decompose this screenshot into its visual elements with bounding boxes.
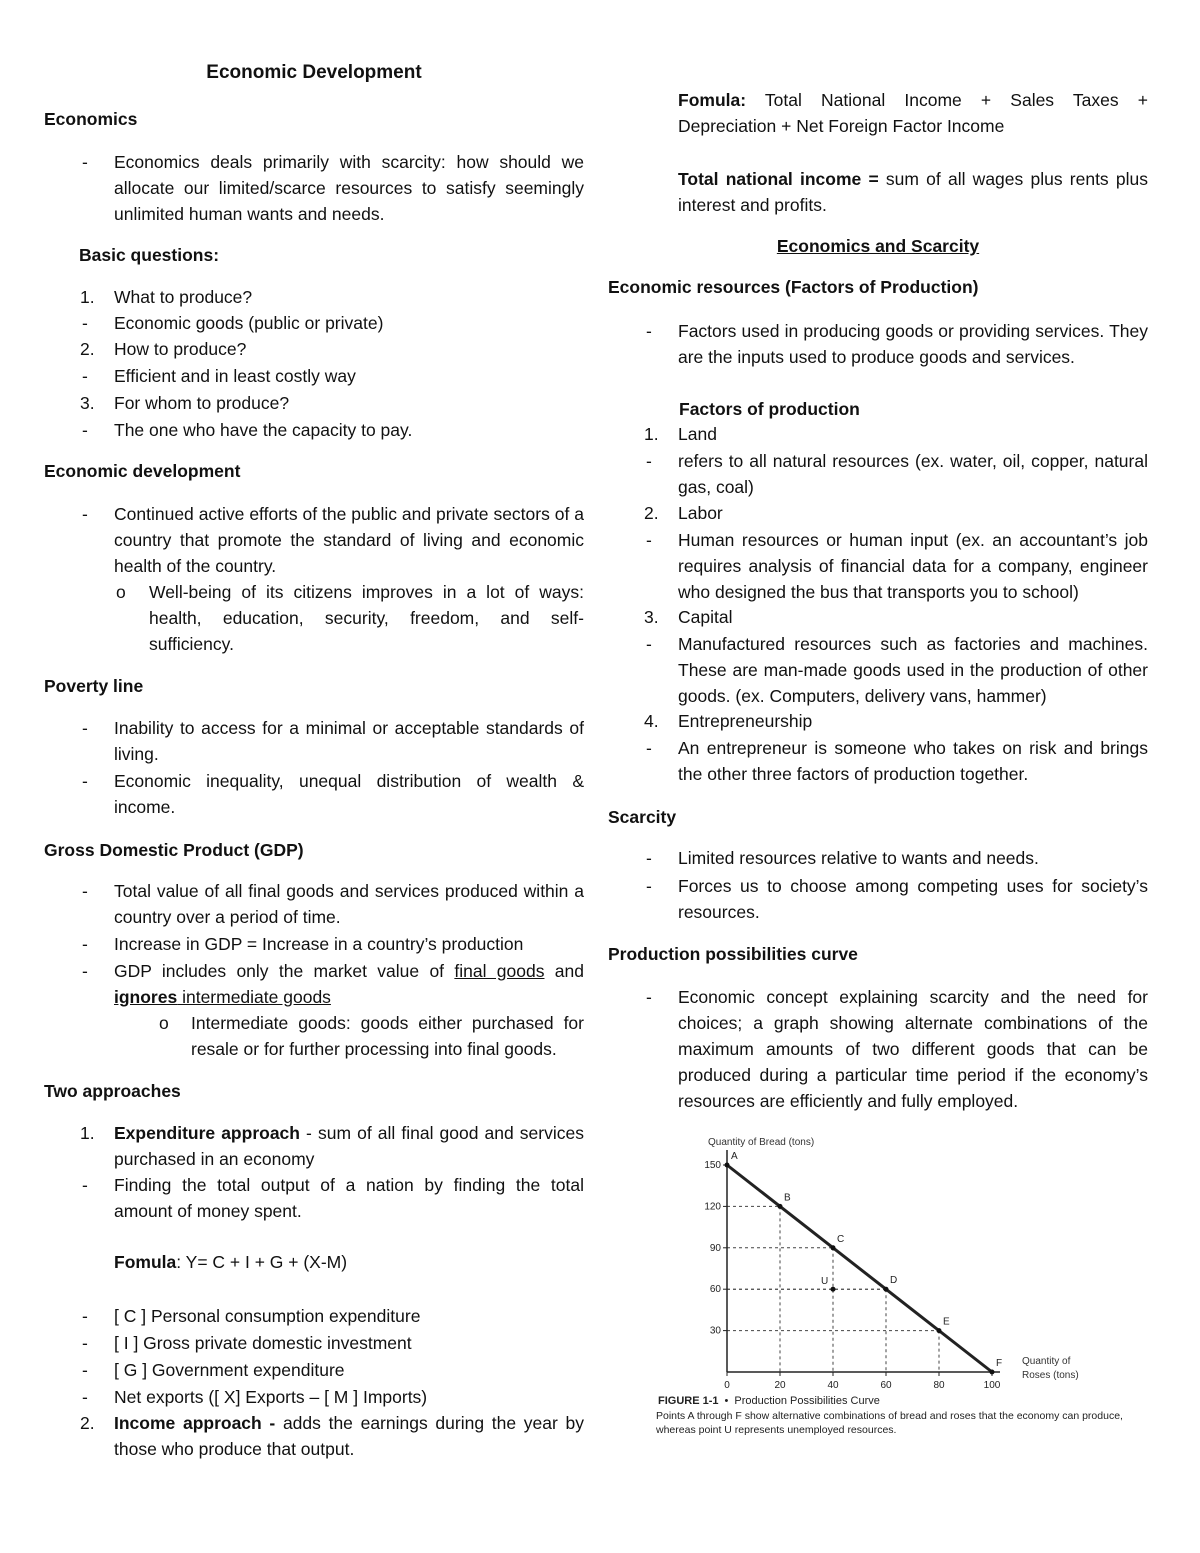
x-tick-label: 0 [724,1380,730,1391]
y-tick-label: 150 [704,1160,721,1171]
heading-economic-development: Economic development [44,461,241,481]
resources-bullet [608,318,1148,370]
dash-marker: - [82,1360,88,1380]
econdev-sub-text: Well-being of its citizens improves in a lot of ways: health, education, security, freedom, and self-sufficiency. [149,582,584,654]
dash-marker: - [646,848,652,868]
heading-factors: Factors of production [679,399,860,419]
gdp-sub-text: Intermediate goods: goods either purchased for resale or for further processing into final goods. [191,1013,584,1059]
gdp-text-3a: GDP includes only the market value of [114,961,455,981]
list-item [44,310,584,336]
intermediate-goods-underlined: intermediate goods [177,987,331,1007]
list-item [44,417,584,443]
x-tick-label: 80 [933,1380,945,1391]
y-tick-label: 60 [709,1284,721,1296]
point-label-u: U [821,1276,829,1288]
point-label-b: B [784,1192,791,1204]
number-marker: 1. [644,424,659,444]
gdp-bullet-3 [44,958,584,1010]
income-approach-desc: adds the earnings during the year by those who produce that output. [114,1413,584,1459]
econdev-bullet-text: Continued active efforts of the public and private sectors of a country that promote the standard of living and economic health of the country. [114,504,584,576]
approach-1-text [114,1120,584,1172]
point-f [990,1370,995,1375]
number-marker: 1. [80,287,95,307]
factor-2-note [608,527,1148,605]
point-label-e: E [943,1316,950,1328]
formula-text: : Y= C + I + G + (X-M) [176,1252,348,1272]
scarcity-text-1: Limited resources relative to wants and needs. [678,848,1039,868]
figure-caption-text: Points A through F show alternative combinations of bread and roses that the economy can produce, whereas point U represents unemployed resources. [656,1410,1123,1436]
point-b [778,1204,783,1209]
expenditure-approach-label: Expenditure approach [114,1123,300,1143]
number-marker: 2. [80,339,95,359]
dash-marker: - [82,1387,88,1407]
caption-bullet: • [724,1395,729,1407]
list-item [44,390,584,416]
number-marker: 2. [644,503,659,523]
circle-marker: o [116,582,126,602]
gdp-bullet-2 [44,931,584,957]
figure-caption-text-wrap [656,1409,1140,1445]
formula-text: Total National Income + Sales Taxes + Depreciation + Net Foreign Factor Income [678,90,1148,136]
factor-2-label: Labor [678,503,723,523]
number-marker: 1. [80,1123,95,1143]
econdev-sub [44,579,584,657]
list-item [44,284,584,310]
approach-2 [44,1410,584,1462]
heading-two-approaches: Two approaches [44,1081,181,1101]
ignores-bold: ignores [114,987,178,1007]
question-3-note: The one who have the capacity to pay. [114,420,413,440]
total-national-income-text [678,166,1148,218]
expenditure-formula [44,1249,584,1275]
approach-1-note-text: Finding the total output of a nation by finding the total amount of money spent. [114,1175,584,1221]
factor-3-note-text: Manufactured resources such as factories and machines. These are man-made goods used in the production of other goods. (ex. Computers, delivery vans, hammer) [678,634,1148,706]
heading-scarcity: Scarcity [608,807,677,827]
factor-1 [608,421,1148,447]
factor-3-note [608,631,1148,709]
y-tick-label: 30 [709,1325,721,1337]
component-g [44,1357,584,1383]
approach-1 [44,1120,584,1172]
heading-economics: Economics [44,109,138,129]
section-title-scarcity-text: Economics and Scarcity [776,236,980,256]
ppc-curve [727,1165,992,1372]
point-label-c: C [837,1233,845,1245]
total-national-income [608,166,1148,218]
dash-marker: - [646,876,652,896]
point-c [831,1245,836,1250]
dash-marker: - [82,366,88,386]
approach-2-text [114,1410,584,1462]
dash-marker: - [82,934,88,954]
expenditure-approach-desc: - sum of all final good and services purchased in an economy [114,1123,584,1169]
chart-ylabel: Quantity of Bread (tons) [708,1137,815,1148]
factor-1-label: Land [678,424,717,444]
y-tick-label: 120 [704,1201,721,1213]
factor-3 [608,604,1148,630]
component-nx-text: Net exports ([ X] Exports – [ M ] Imports) [114,1387,428,1407]
x-tick-label: 100 [983,1380,1001,1391]
question-3: For whom to produce? [114,393,290,413]
number-marker: 4. [644,711,659,731]
factor-2-note-text: Human resources or human input (ex. an accountant’s job requires analysis of financial data for a company, engineer who designed the bus that transports you to school) [678,530,1148,602]
factor-4 [608,708,1148,734]
factor-4-note [608,735,1148,787]
dash-marker: - [82,961,88,981]
resources-bullet-text: Factors used in producing goods or providing services. They are the inputs used to produce goods and services. [678,321,1148,367]
question-2-note: Efficient and in least costly way [114,366,356,386]
national-income-formula [608,87,1148,139]
component-g-text: [ G ] Government expenditure [114,1360,345,1380]
ppc-bullet-text: Economic concept explaining scarcity and the need for choices; a graph showing alternate combinations of the maximum amounts of two different goods that can be produced during a particular time period if the economy’s resources are efficiently and fully employed. [678,987,1148,1111]
circle-marker: o [159,1013,169,1033]
component-c [44,1303,584,1329]
scarcity-bullet-1 [608,845,1148,871]
national-income-formula-text [678,87,1148,139]
dash-marker: - [646,738,652,758]
point-label-d: D [890,1275,898,1287]
dash-marker: - [82,152,88,172]
factor-1-note-text: refers to all natural resources (ex. water, oil, copper, natural gas, coal) [678,451,1148,497]
heading-gdp: Gross Domestic Product (GDP) [44,840,304,860]
point-u [831,1287,836,1292]
x-tick-label: 20 [774,1380,786,1391]
gdp-bullet-1 [44,878,584,930]
question-1-note: Economic goods (public or private) [114,313,384,333]
economics-bullet [44,149,584,227]
poverty-text-1: Inability to access for a minimal or acceptable standards of living. [114,718,584,764]
x-tick-label: 40 [827,1380,839,1391]
point-e [937,1328,942,1333]
question-2: How to produce? [114,339,247,359]
figure-number: FIGURE 1-1 [658,1395,719,1407]
approach-1-note [44,1172,584,1224]
tni-label: Total national income = [678,169,886,189]
dash-marker: - [82,718,88,738]
poverty-text-2: Economic inequality, unequal distribution of wealth & income. [114,771,584,817]
dash-marker: - [82,1175,88,1195]
component-nx [44,1384,584,1410]
figure-name: Production Possibilities Curve [734,1395,880,1407]
dash-marker: - [82,1306,88,1326]
ppc-chart [650,1128,1140,1446]
dash-marker: - [82,881,88,901]
gdp-text-3 [114,958,584,1010]
factor-3-label: Capital [678,607,733,627]
section-title-scarcity [608,233,1148,259]
factor-4-label: Entrepreneurship [678,711,813,731]
gdp-text-3b: and [544,961,584,981]
factor-4-note-text: An entrepreneur is someone who takes on risk and brings the other three factors of production together. [678,738,1148,784]
page-title: Economic Development [206,62,422,83]
x-tick-label: 60 [880,1380,892,1391]
economics-bullet-text: Economics deals primarily with scarcity: how should we allocate our limited/scarce resources to satisfy seemingly unlimited human wants and needs. [114,152,584,224]
scarcity-bullet-2 [608,873,1148,925]
point-d [884,1287,889,1292]
heading-poverty-line: Poverty line [44,676,144,696]
chart-xlabel-line1: Quantity of [1022,1356,1071,1367]
final-goods-underlined: final goods [454,961,545,981]
number-marker: 3. [644,607,659,627]
heading-ppc: Production possibilities curve [608,944,858,964]
formula-label: Fomula: [678,90,747,110]
tni-text: sum of all wages plus rents plus interest and profits. [678,169,1148,215]
question-1: What to produce? [114,287,253,307]
dash-marker: - [82,313,88,333]
point-label-a: A [731,1151,738,1162]
figure-caption-title [658,1395,880,1407]
dash-marker: - [646,530,652,550]
econdev-bullet [44,501,584,579]
number-marker: 3. [80,393,95,413]
dash-marker: - [82,504,88,524]
heading-economic-resources: Economic resources (Factors of Production) [608,277,979,297]
y-tick-label: 90 [709,1242,721,1254]
ppc-bullet [608,984,1148,1114]
chart-xlabel-line2: Roses (tons) [1022,1370,1079,1381]
gdp-sub [44,1010,584,1062]
component-i-text: [ I ] Gross private domestic investment [114,1333,412,1353]
dash-marker: - [82,1333,88,1353]
dash-marker: - [82,420,88,440]
dash-marker: - [82,771,88,791]
dash-marker: - [646,634,652,654]
formula-label: Fomula [114,1252,177,1272]
poverty-bullet-2 [44,768,584,820]
dash-marker: - [646,987,652,1007]
dash-marker: - [646,321,652,341]
number-marker: 2. [80,1413,95,1433]
gdp-text-2: Increase in GDP = Increase in a country’s production [114,934,524,954]
component-c-text: [ C ] Personal consumption expenditure [114,1306,421,1326]
factor-2 [608,500,1148,526]
list-item [44,336,584,362]
factor-1-note [608,448,1148,500]
scarcity-text-2: Forces us to choose among competing uses for society’s resources. [678,876,1148,922]
dash-marker: - [646,451,652,471]
list-item [44,363,584,389]
poverty-bullet-1 [44,715,584,767]
income-approach-label: Income approach - [114,1413,276,1433]
gdp-text-1: Total value of all final goods and services produced within a country over a period of time. [114,881,584,927]
point-a [725,1163,730,1168]
point-label-f: F [996,1358,1003,1369]
component-i [44,1330,584,1356]
heading-basic-questions: Basic questions: [79,245,220,265]
